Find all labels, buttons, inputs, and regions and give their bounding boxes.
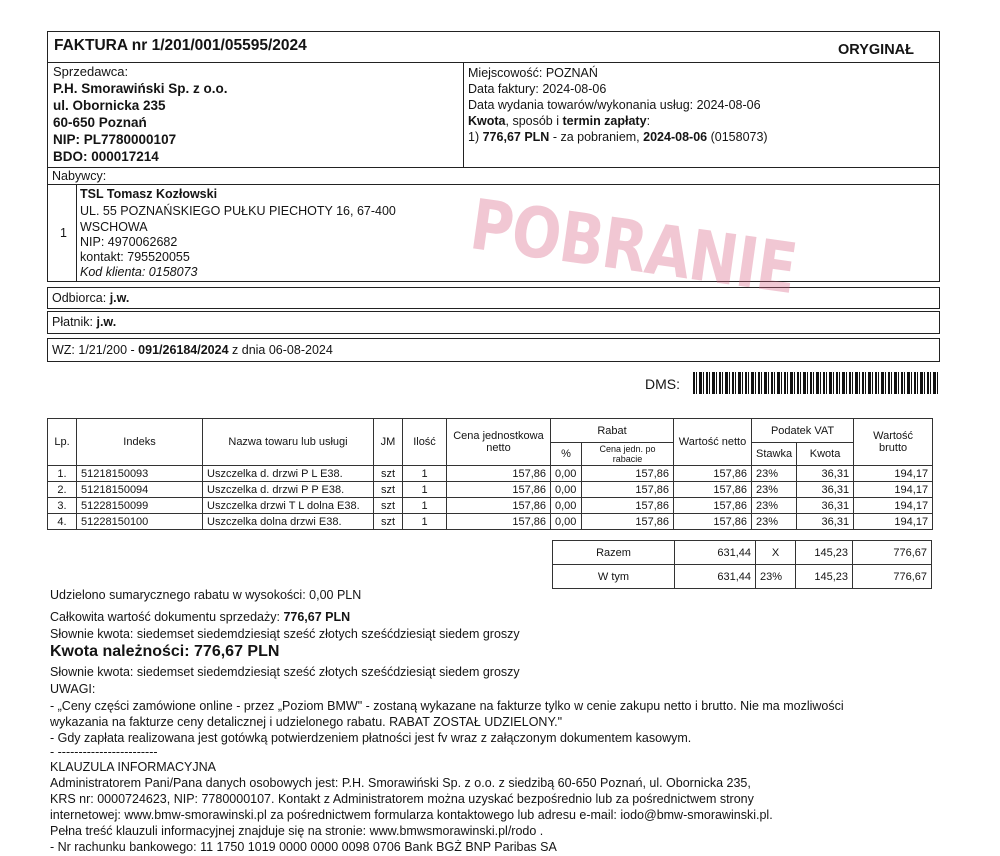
- notes-label: UWAGI:: [50, 682, 96, 696]
- table-row: 2. 51218150094 Uszczelka d. drzwi P P E38. szt 1 157,86 0,00 157,86 157,86 23% 36,31 194,17: [48, 482, 933, 498]
- delivery-date-label: Data wydania towarów/wykonania usług:: [468, 98, 694, 112]
- seller-nip: NIP: PL7780000107: [53, 132, 177, 147]
- payment-line: 1) 776,67 PLN - za pobraniem, 2024-08-06 (0158073): [468, 130, 768, 144]
- notes-line-2: wykazania na fakturze ceny detalicznej i udzielonego rabatu. RABAT ZOSTAŁ UDZIELONY.": [50, 715, 563, 729]
- delivery-date-value: 2024-08-06: [696, 98, 761, 112]
- col-indeks: Indeks: [77, 419, 203, 466]
- col-podatek: Podatek VAT: [752, 419, 854, 443]
- invoice-date-value: 2024-08-06: [542, 82, 607, 96]
- place-label: Miejscowość:: [468, 66, 543, 80]
- col-kwota: Kwota: [797, 443, 854, 466]
- col-wartosc-netto: Wartość netto: [674, 419, 752, 466]
- clause-line-3: internetowej: www.bmw-smorawinski.pl za pośrednictwem formularza kontaktowego lub adresu e-mail: iodo@bmw-smorawinski.pl.: [50, 808, 773, 822]
- delivery-date-line: [468, 97, 761, 113]
- col-wartosc-brutto: Wartość brutto: [854, 419, 933, 466]
- invoice-title: FAKTURA nr 1/201/001/05595/2024: [54, 37, 307, 54]
- wz-line: WZ: 1/21/200 - 091/26184/2024 z dnia 06-08-2024: [52, 343, 333, 357]
- table-row: 1. 51218150093 Uszczelka d. drzwi P L E38. szt 1 157,86 0,00 157,86 157,86 23% 36,31 194,17: [48, 466, 933, 482]
- pobranie-stamp: POBRANIE: [465, 183, 802, 310]
- clause-line-4: Pełna treść klauzuli informacyjnej znajduje się na stronie: www.bmwsmorawinski.pl/rodo .: [50, 824, 544, 838]
- clause-line-1: Administratorem Pani/Pana danych osobowych jest: P.H. Smorawiński Sp. z o.o. z siedzibą 60-650 Poznań, ul. Obornicka 235,: [50, 776, 751, 790]
- seller-bdo: BDO: 000017214: [53, 149, 159, 164]
- seller-name: P.H. Smorawiński Sp. z o.o.: [53, 81, 228, 96]
- totals-table: [552, 540, 932, 589]
- payment-ref: (0158073): [710, 130, 768, 144]
- col-rabat-pct: %: [551, 443, 582, 466]
- recipient-box: [47, 287, 940, 309]
- dms-barcode: [693, 372, 938, 394]
- seller-label: Sprzedawca:: [53, 64, 129, 79]
- words-line-2: Słownie kwota: siedemset siedemdziesiąt sześć złotych sześćdziesiąt siedem groszy: [50, 665, 520, 679]
- col-cena-po-rabacie: Cena jedn. po rabacie: [582, 443, 674, 466]
- payer-box: [47, 311, 940, 334]
- payment-date: 2024-08-06: [643, 130, 708, 144]
- table-row: 4. 51228150100 Uszczelka dolna drzwi E38. szt 1 157,86 0,00 157,86 157,86 23% 36,31 194,17: [48, 514, 933, 530]
- payer-line: Płatnik: j.w.: [52, 315, 117, 329]
- place-value: POZNAŃ: [545, 66, 598, 80]
- col-ilosc: Ilość: [403, 419, 447, 466]
- invoice-details-box: [463, 62, 940, 168]
- invoice-date-label: Data faktury:: [468, 82, 539, 96]
- col-lp: Lp.: [48, 419, 77, 466]
- seller-street: ul. Obornicka 235: [53, 98, 166, 113]
- clause-label: KLAUZULA INFORMACYJNA: [50, 760, 217, 774]
- buyer-address1: UL. 55 POZNAŃSKIEGO PUŁKU PIECHOTY 16, 67-400: [80, 204, 396, 218]
- seller-box: [47, 62, 464, 168]
- amount-due-line: Kwota należności: 776,67 PLN: [50, 643, 280, 660]
- col-nazwa: Nazwa towaru lub usługi: [203, 419, 374, 466]
- notes-line-3: - Gdy zapłata realizowana jest gotówką potwierdzeniem płatności jest fv wraz z załączonym dokumentem kasowym.: [50, 731, 692, 745]
- seller-city: 60-650 Poznań: [53, 115, 147, 130]
- dms-label: DMS:: [645, 376, 680, 392]
- items-table: [47, 418, 933, 530]
- col-jm: JM: [374, 419, 403, 466]
- table-row: 3. 51228150099 Uszczelka drzwi T L dolna E38. szt 1 157,86 0,00 157,86 157,86 23% 36,31 194,17: [48, 498, 933, 514]
- recipient-line: Odbiorca: j.w.: [52, 291, 130, 305]
- col-rabat: Rabat: [551, 419, 674, 443]
- invoice-date-line: [468, 81, 606, 97]
- clause-line-5: - Nr rachunku bankowego: 11 1750 1019 0000 0000 0098 0706 Bank BGŻ BNP Paribas SA: [50, 840, 557, 854]
- buyer-name: TSL Tomasz Kozłowski: [80, 187, 218, 201]
- place-line: [468, 65, 598, 81]
- buyer-label: Nabywcy:: [52, 169, 107, 183]
- buyer-number: 1: [60, 226, 67, 240]
- buyer-label-box: [47, 167, 940, 185]
- col-cena: Cena jednostkowa netto: [447, 419, 551, 466]
- buyer-contact: kontakt: 795520055: [80, 250, 190, 264]
- original-label: ORYGINAŁ: [838, 42, 914, 58]
- buyer-address2: WSCHOWA: [80, 220, 148, 234]
- col-stawka: Stawka: [752, 443, 797, 466]
- clause-line-2: KRS nr: 0000724623, NIP: 7780000107. Kontakt z Administratorem można uzyskać bezpośrednio lub za pośrednictwem strony: [50, 792, 754, 806]
- payment-terms-label: Kwota, sposób i termin zapłaty:: [468, 114, 651, 128]
- total-line: Całkowita wartość dokumentu sprzedaży: 776,67 PLN: [50, 610, 351, 624]
- totals-row-wtym: W tym 631,44 23% 145,23 776,67: [553, 565, 932, 589]
- payment-amount: 776,67 PLN: [482, 130, 550, 144]
- buyer-client-code: Kod klienta: 0158073: [80, 265, 198, 279]
- buyer-nip: NIP: 4970062682: [80, 235, 178, 249]
- wz-box: [47, 338, 940, 362]
- discount-line: Udzielono sumarycznego rabatu w wysokości: 0,00 PLN: [50, 588, 362, 602]
- words-line-1: Słownie kwota: siedemset siedemdziesiąt sześć złotych sześćdziesiąt siedem groszy: [50, 627, 520, 641]
- notes-line-1: - „Ceny części zamówione online - przez „Poziom BMW" - zostaną wykazane na fakturze tylko w cenie zakupu netto i brutto. Nie ma mozliwości: [50, 699, 844, 713]
- invoice-header: [47, 31, 940, 63]
- totals-row-razem: Razem 631,44 X 145,23 776,67: [553, 541, 932, 565]
- notes-line-4: - ------------------------: [50, 745, 158, 759]
